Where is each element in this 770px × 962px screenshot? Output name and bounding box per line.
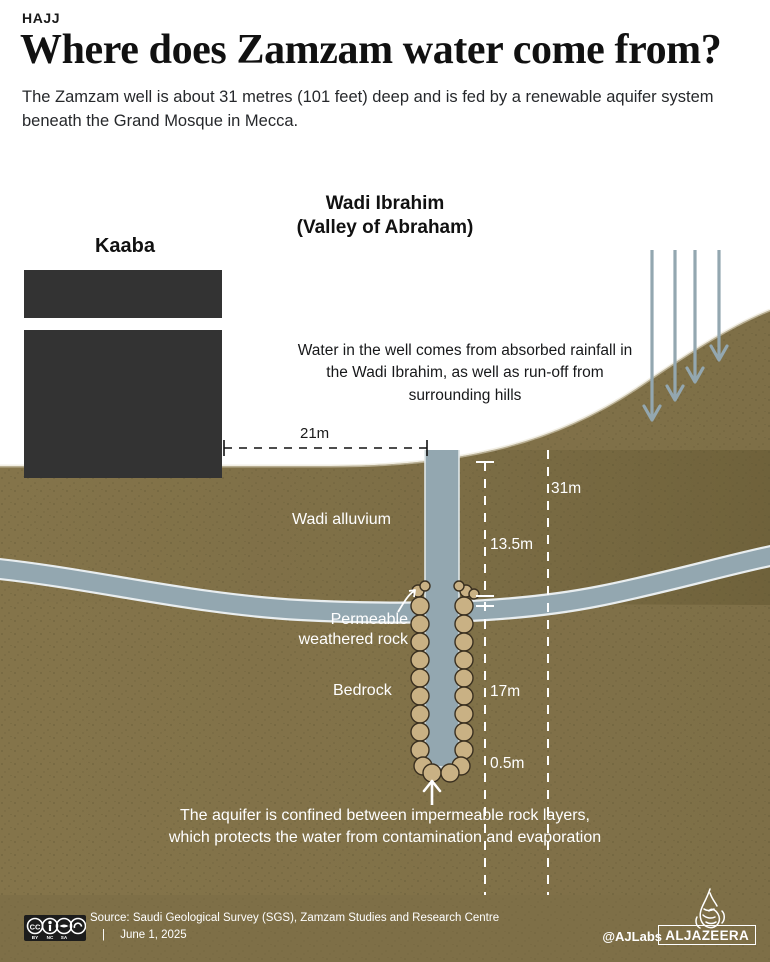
- aquifer-note: The aquifer is confined between impermeable rock layers, which protects the water from contamination and evaporation: [168, 807, 602, 846]
- permeable-line2: weathered rock: [298, 631, 408, 648]
- dimension-21m: [224, 440, 427, 456]
- svg-text:BY: BY: [31, 935, 39, 940]
- aljazeera-wordmark: ALJAZEERA: [658, 925, 756, 945]
- source-credit: [90, 910, 510, 945]
- footer: [0, 895, 770, 962]
- dimension-31m-label: 31m: [551, 480, 582, 497]
- svg-text:CC: CC: [29, 922, 41, 932]
- wadi-label-line2: (Valley of Abraham): [296, 216, 474, 238]
- layer-label-permeable-weathered-rock: [272, 610, 408, 650]
- permeable-line1: Permeable: [330, 611, 408, 628]
- dimension-0-5m-label: 0.5m: [490, 755, 525, 772]
- source-label: Source:: [90, 912, 130, 924]
- source-separator: |: [102, 929, 105, 942]
- cross-section-diagram: [0, 150, 770, 962]
- kaaba-label: Kaaba: [94, 235, 156, 257]
- ajlabs-handle: @AJLabs: [602, 929, 662, 944]
- wadi-ibrahim-label: [240, 192, 530, 240]
- standfirst-text: The Zamzam well is about 31 metres (101 feet) deep and is fed by a renewable aquifer system beneath the Grand Mosque in Mecca.: [22, 88, 714, 130]
- well-shaft: [425, 450, 459, 770]
- creative-commons-by-nc-sa-icon: [24, 915, 86, 941]
- kicker-label: HAJJ: [22, 10, 61, 26]
- dimension-17m-label: 17m: [490, 683, 521, 700]
- dimension-13-5m-label: 13.5m: [490, 536, 534, 553]
- dimension-21m-label: 21m: [300, 425, 330, 442]
- wadi-label-line1: Wadi Ibrahim: [325, 193, 445, 214]
- source-value: Saudi Geological Survey (SGS), Zamzam Studies and Research Centre: [132, 912, 500, 924]
- publish-date: June 1, 2025: [120, 929, 187, 942]
- layer-label-bedrock: Bedrock: [333, 682, 392, 699]
- layer-label-alluvium: Wadi alluvium: [292, 511, 391, 528]
- svg-text:SA: SA: [60, 935, 68, 940]
- svg-text:NC: NC: [46, 935, 54, 940]
- rainfall-note: Water in the well comes from absorbed rainfall in the Wadi Ibrahim, as well as run-off from surrounding hills: [297, 342, 633, 404]
- page-title: Where does Zamzam water come from?: [20, 27, 722, 73]
- kaaba-upper-block: [24, 270, 222, 318]
- kaaba-lower-block: [24, 330, 222, 478]
